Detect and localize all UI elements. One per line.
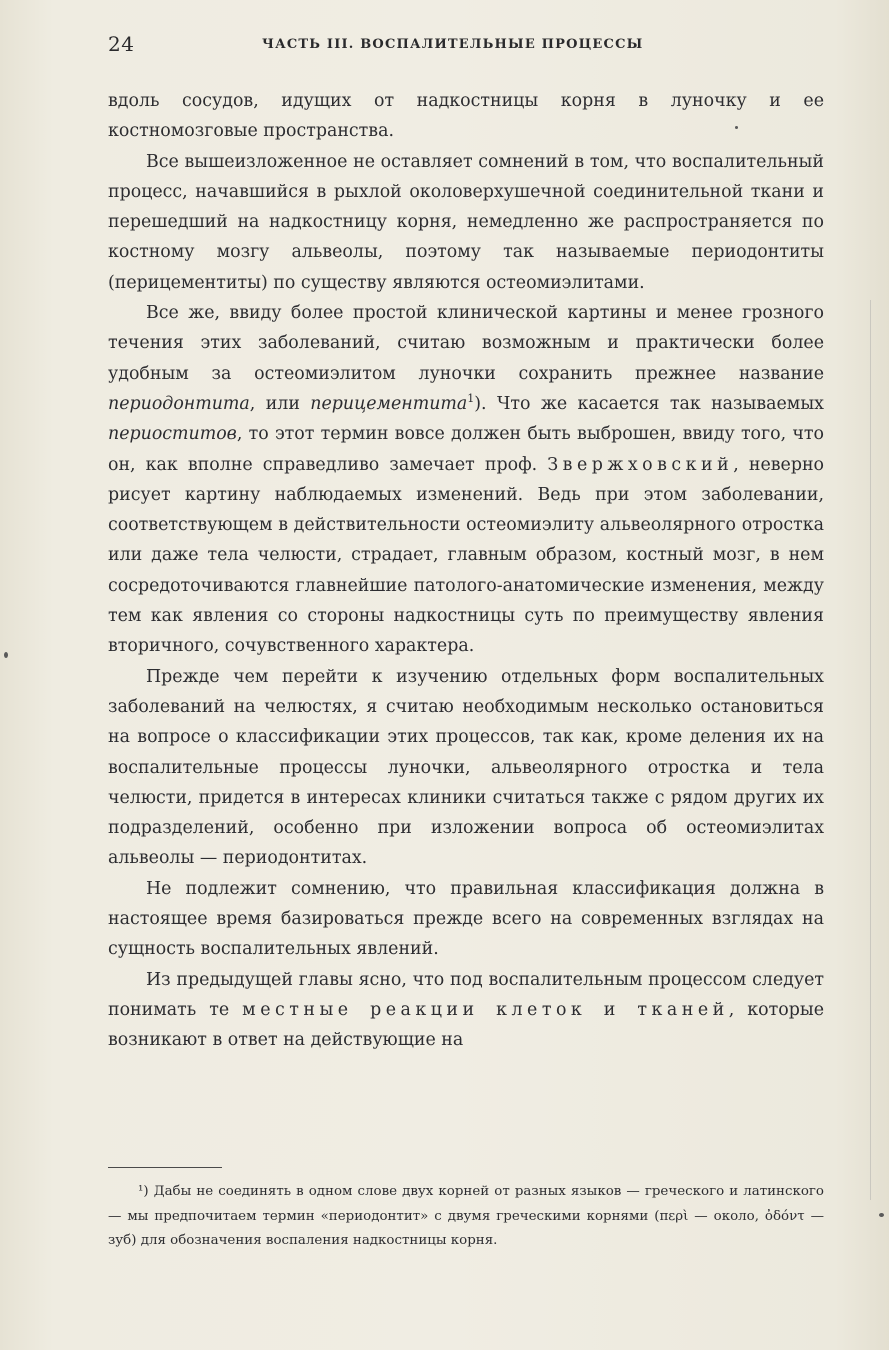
- text-run: , которые возникают в ответ на действующие на: [108, 999, 824, 1051]
- footnote-text: Дабы не соединять в одном слове двух корней от разных языков — греческого и латинского — мы предпочитаем термин «периодонтит» с двумя греческими корнями (περὶ — около, ὀδόντ — зуб) для обозначения воспаления надкостницы корня.: [108, 1184, 824, 1248]
- text-run: Из предыдущей главы ясно, что под воспалительным процессом следует понимать те: [108, 969, 824, 1020]
- paragraph: Прежде чем перейти к изучению отдельных форм воспалительных заболеваний на челюстях, я считаю необходимым несколько остановиться на вопросе о классификации этих процессов, так как, кроме деления их на воспалительные процессы луночки, альвеолярного отростка и тела челюсти, придется в интересах клиники считаться также с рядом других их подразделений, особенно при изложении вопроса об остеомиэлитах альвеолы — периодонтитах.: [108, 666, 824, 869]
- page-number: 24: [108, 32, 135, 56]
- emphasized-phrase: местные реакции клеток и тканей: [242, 999, 729, 1020]
- footnote-reference: 1: [467, 392, 475, 406]
- term-periostitis: периоститов: [108, 424, 237, 445]
- footnote: [108, 1180, 824, 1254]
- footnote-paragraph: [108, 1180, 824, 1254]
- footnote-marker: ¹): [138, 1184, 149, 1199]
- paragraph: [108, 298, 824, 662]
- running-head: ЧАСТЬ III. ВОСПАЛИТЕЛЬНЫЕ ПРОЦЕССЫ: [262, 37, 644, 52]
- footnote-divider: [108, 1167, 222, 1168]
- page-edge-shadow: [870, 300, 871, 1200]
- text-run: ). Что же касается так называемых: [474, 393, 824, 414]
- paragraph: [108, 965, 824, 1056]
- paragraph: Все вышеизложенное не оставляет сомнений в том, что воспалительный процесс, начавшийся в рыхлой околоверхушечной соединительной ткани и перешедший на надкостницу корня, немедленно же распространяется по костному мозгу альвеолы, поэтому так называемые периодонтиты (перицементиты) по существу являются остеомиэлитами.: [108, 151, 824, 293]
- text-run: , или: [249, 393, 311, 414]
- paper-speck: [4, 652, 8, 658]
- text-run: Все же, ввиду более простой клинической картины и менее грозного течения этих заболеваний, считаю возможным и практически более удобным за остеомиэлитом луночки сохранить прежнее название: [108, 303, 824, 384]
- term-pericementitis: перицементита: [310, 393, 468, 414]
- text-run: , неверно рисует картину наблюдаемых изменений. Ведь при этом заболевании, соответствующем в действительности остеомиэлиту альвеолярного отростка или даже тела челюсти, страдает, главным образом, костный мозг, в нем сосредоточиваются главнейшие патолого-анатомические изменения, между тем как явления со стороны надкостницы суть по преимуществу явления вторичного, сочувственного характера.: [108, 454, 825, 657]
- paper-speck: [735, 126, 738, 129]
- text-run: , то этот термин вовсе должен быть выброшен, ввиду того, что он, как вполне справедливо замечает проф.: [108, 424, 824, 475]
- main-text: [108, 86, 824, 1056]
- term-periodontitis: периодонтита: [108, 393, 250, 414]
- page-header: [108, 32, 826, 62]
- paragraph-continuation: вдоль сосудов, идущих от надкостницы корня в луночку и ее костномозговые пространства.: [108, 91, 824, 142]
- paper-speck: [879, 1213, 884, 1217]
- author-name: Звержховский: [547, 454, 734, 475]
- paragraph: Не подлежит сомнению, что правильная классификация должна в настоящее время базироваться прежде всего на современных взглядах на сущность воспалительных явлений.: [108, 878, 824, 960]
